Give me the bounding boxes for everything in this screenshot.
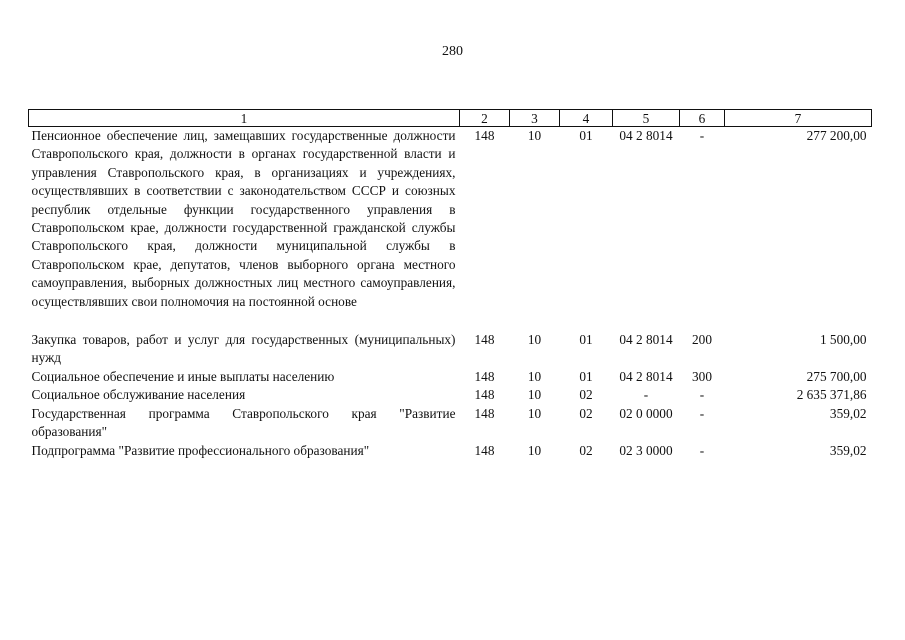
row-target-code: 02 3 0000: [619, 442, 673, 458]
table-body: [29, 127, 872, 460]
row-expense-type: -: [699, 442, 705, 458]
row-amount: 2 635 371,86: [796, 387, 867, 403]
row-subsection-code: 02: [579, 387, 593, 403]
row-section-code: 10: [527, 442, 542, 458]
header-col-2: 2: [460, 110, 510, 127]
row-subsection-code: 01: [579, 332, 593, 348]
row-section-code: 10: [527, 368, 542, 384]
row-expense-type: 300: [692, 368, 712, 384]
table-header: [29, 110, 872, 127]
row-amount: 1 500,00: [819, 332, 867, 348]
header-col-4: 4: [560, 110, 613, 127]
row-amount: 275 700,00: [806, 368, 867, 384]
row-name: Закупка товаров, работ и услуг для государственных (муниципальных) нужд: [31, 332, 456, 366]
header-col-7: 7: [725, 110, 872, 127]
row-section-code: 10: [527, 405, 542, 421]
table-row: [29, 127, 872, 312]
row-subsection-code: 02: [579, 405, 593, 421]
table-row: [29, 386, 872, 404]
table-row: [29, 442, 872, 460]
row-subsection-code: 01: [579, 128, 593, 143]
row-target-code: 04 2 8014: [619, 128, 673, 143]
table-row: [29, 331, 872, 368]
row-target-code: -: [643, 387, 649, 403]
row-name: Социальное обслуживание населения: [31, 387, 246, 403]
row-target-code: 04 2 8014: [619, 368, 673, 384]
table-row: [29, 405, 872, 442]
row-ministry-code: 148: [474, 128, 495, 143]
row-ministry-code: 148: [474, 332, 495, 348]
row-ministry-code: 148: [474, 368, 495, 384]
row-expense-type: 200: [692, 332, 712, 348]
header-col-5: 5: [613, 110, 680, 127]
row-amount: 359,02: [829, 405, 867, 421]
row-subsection-code: 02: [579, 442, 593, 458]
row-target-code: 04 2 8014: [619, 332, 673, 348]
row-expense-type: -: [699, 405, 705, 421]
row-amount: 359,02: [829, 442, 867, 458]
row-expense-type: -: [699, 387, 705, 403]
row-amount: 277 200,00: [806, 128, 867, 143]
header-col-3: 3: [510, 110, 560, 127]
header-row: [29, 110, 872, 127]
row-subsection-code: 01: [579, 368, 593, 384]
row-ministry-code: 148: [474, 442, 495, 458]
row-target-code: 02 0 0000: [619, 405, 673, 421]
budget-table: [28, 109, 872, 460]
header-col-1: 1: [29, 110, 460, 127]
row-name: Социальное обеспечение и иные выплаты населению: [31, 368, 335, 384]
row-section-code: 10: [527, 332, 542, 348]
page-number: 280: [442, 44, 463, 59]
row-name: Государственная программа Ставропольского края "Развитие образования": [31, 405, 456, 440]
row-ministry-code: 148: [474, 387, 495, 403]
header-col-6: 6: [680, 110, 725, 127]
row-expense-type: -: [699, 128, 705, 143]
row-section-code: 10: [527, 387, 542, 403]
row-name: Пенсионное обеспечение лиц, замещавших государственные должности Ставропольского края, должности в органах государственной власти и управления Ставропольского края, в организациях и учреждениях, осуществлявших в соответствии с законодательством СССР и союзных республик отдельные функции государственного управления в Ставропольском крае, должности государственной гражданской службы Ставропольского края, должности муниципальной службы в Ставропольском крае, депутатов, членов выборного органа местного самоуправления, выборных должностных лиц местного самоуправления, осуществлявших свои полномочия на постоянной основе: [31, 128, 456, 309]
row-section-code: 10: [527, 128, 542, 143]
row-ministry-code: 148: [474, 405, 495, 421]
table-row: [29, 368, 872, 386]
row-spacer: [29, 311, 872, 331]
row-name: Подпрограмма "Развитие профессионального образования": [31, 442, 370, 458]
